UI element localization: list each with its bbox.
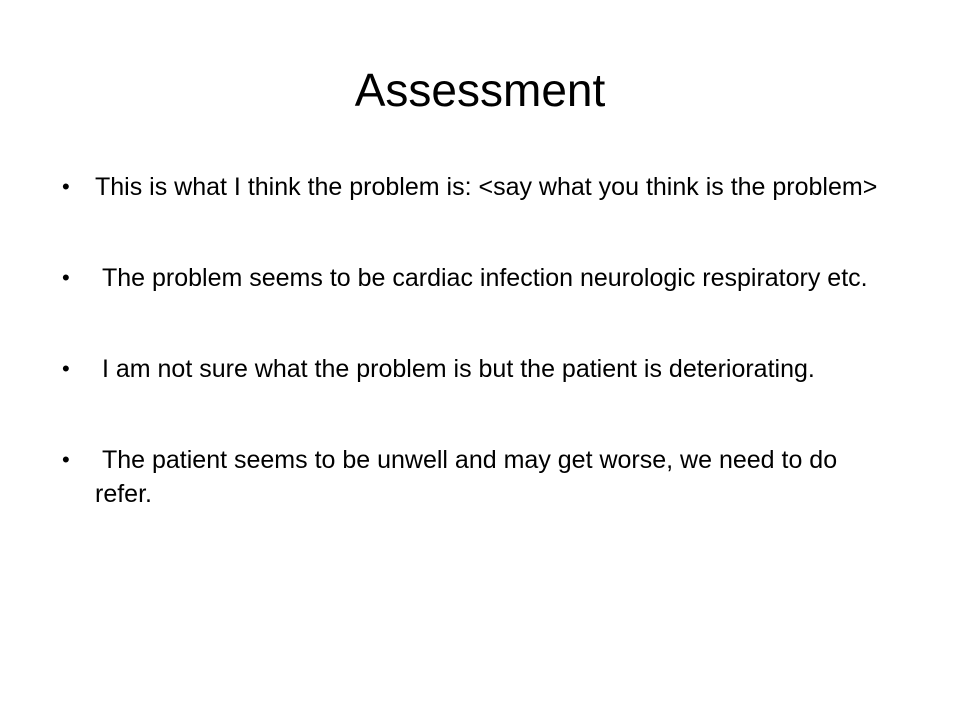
bullet-item [60,443,900,511]
bullet-text: The problem seems to be cardiac infection neurologic respiratory etc. [95,264,868,292]
bullet-icon: • [62,174,70,199]
bullet-list [60,170,900,511]
bullet-text: The patient seems to be unwell and may get worse, we need to do refer. [95,446,845,508]
slide-title: Assessment [354,64,606,116]
bullet-text: I am not sure what the problem is but the patient is deteriorating. [95,355,815,383]
bullet-text: This is what I think the problem is: <say what you think is the problem> [95,173,878,201]
bullet-item [60,170,900,204]
bullet-item [60,352,900,386]
bullet-icon: • [62,447,70,472]
bullet-icon: • [62,265,70,290]
bullet-item [60,261,900,295]
bullet-icon: • [62,356,70,381]
